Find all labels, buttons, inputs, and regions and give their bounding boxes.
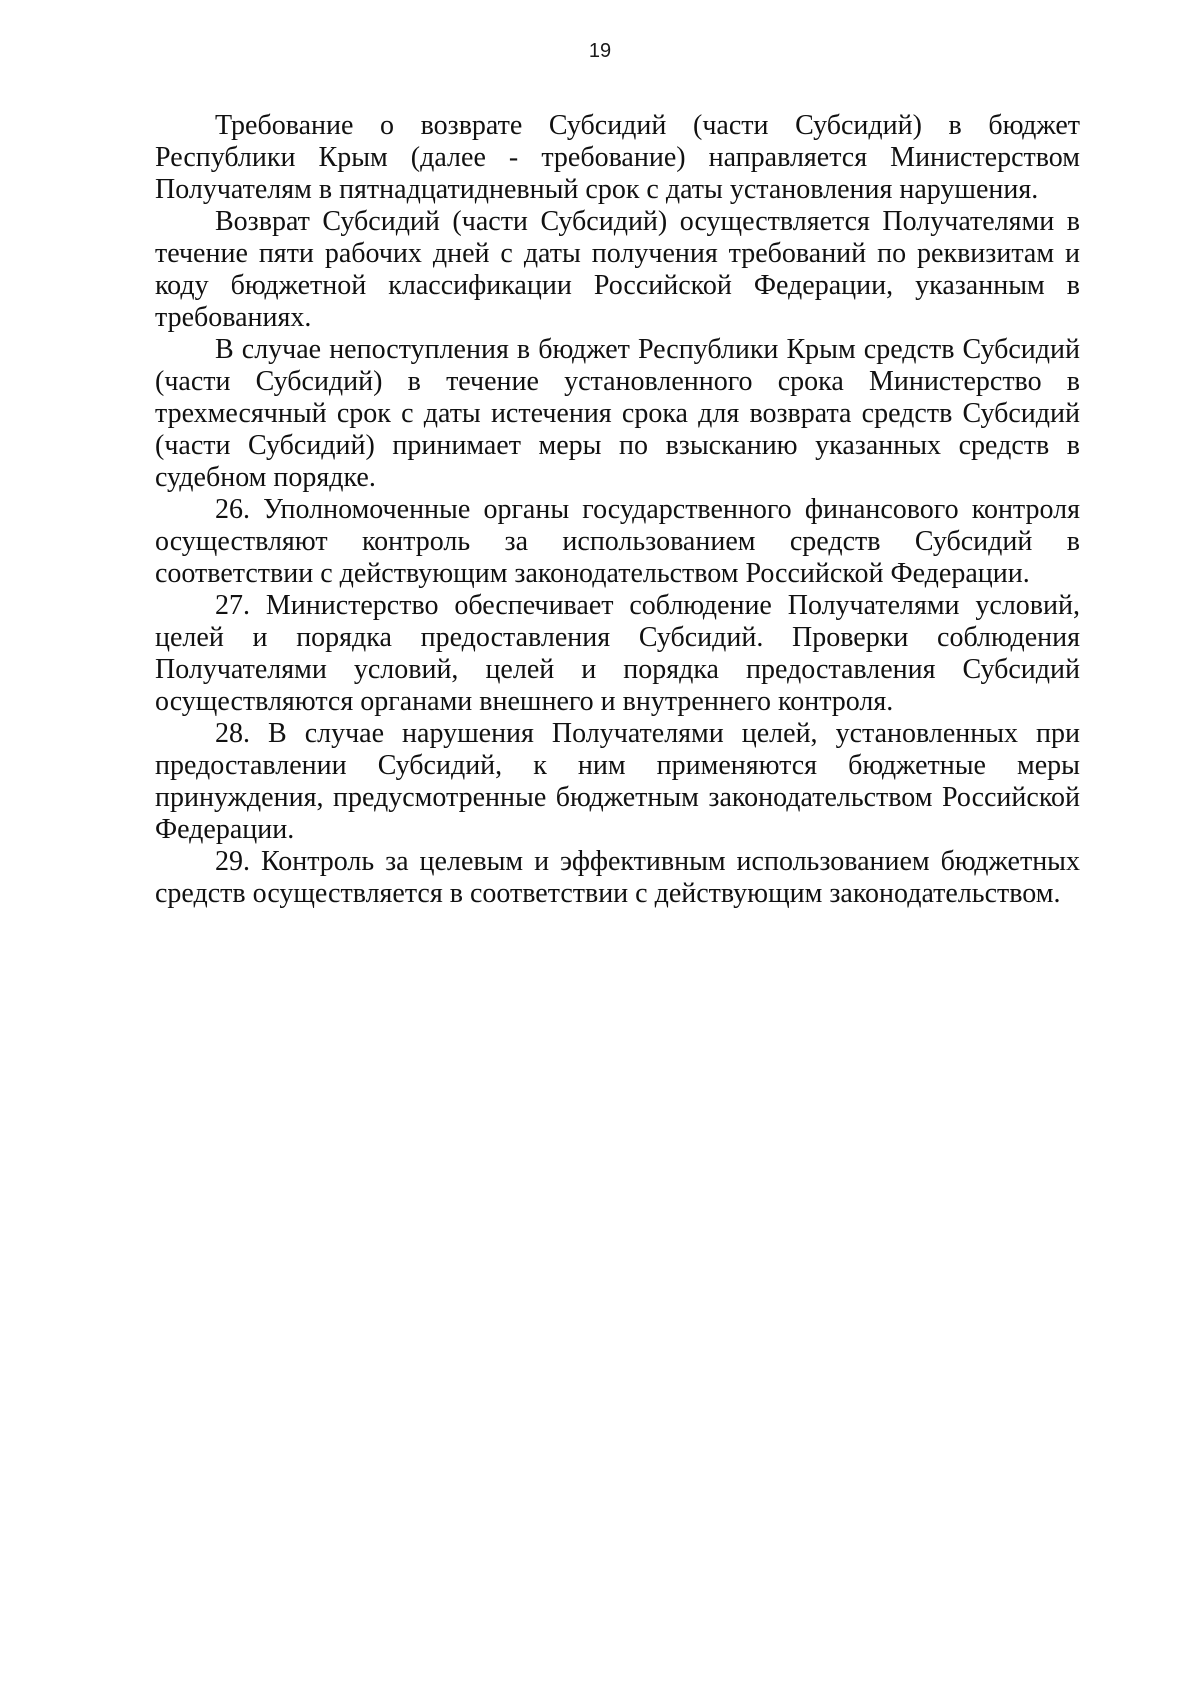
document-body [155,110,1080,910]
paragraph-29: 29. Контроль за целевым и эффективным использованием бюджетных средств осуществляется в соответствии с действующим законодательством. [155,846,1080,909]
paragraph-non-receipt: В случае непоступления в бюджет Республики Крым средств Субсидий (части Субсидий) в течение установленного срока Министерство в трехмесячный срок с даты истечения срока для возврата средств Субсидий (части Субсидий) принимает меры по взысканию указанных средств в судебном порядке. [155,334,1080,493]
paragraph-27: 27. Министерство обеспечивает соблюдение Получателями условий, целей и порядка предоставления Субсидий. Проверки соблюдения Получателями условий, целей и порядка предоставления Субсидий осуществляются органами внешнего и внутреннего контроля. [155,590,1080,717]
paragraph-28: 28. В случае нарушения Получателями целей, установленных при предоставлении Субсидий, к ним применяются бюджетные меры принуждения, предусмотренные бюджетным законодательством Российской Федерации. [155,718,1080,845]
paragraph-26: 26. Уполномоченные органы государственного финансового контроля осуществляют контроль за использованием средств Субсидий в соответствии с действующим законодательством Российской Федерации. [155,494,1080,589]
paragraph-refund-procedure: Возврат Субсидий (части Субсидий) осуществляется Получателями в течение пяти рабочих дней с даты получения требований по реквизитам и коду бюджетной классификации Российской Федерации, указанным в требованиях. [155,206,1080,333]
page-number: 19 [588,40,612,62]
paragraph-refund-demand: Требование о возврате Субсидий (части Субсидий) в бюджет Республики Крым (далее - требование) направляется Министерством Получателям в пятнадцатидневный срок с даты установления нарушения. [155,110,1080,205]
